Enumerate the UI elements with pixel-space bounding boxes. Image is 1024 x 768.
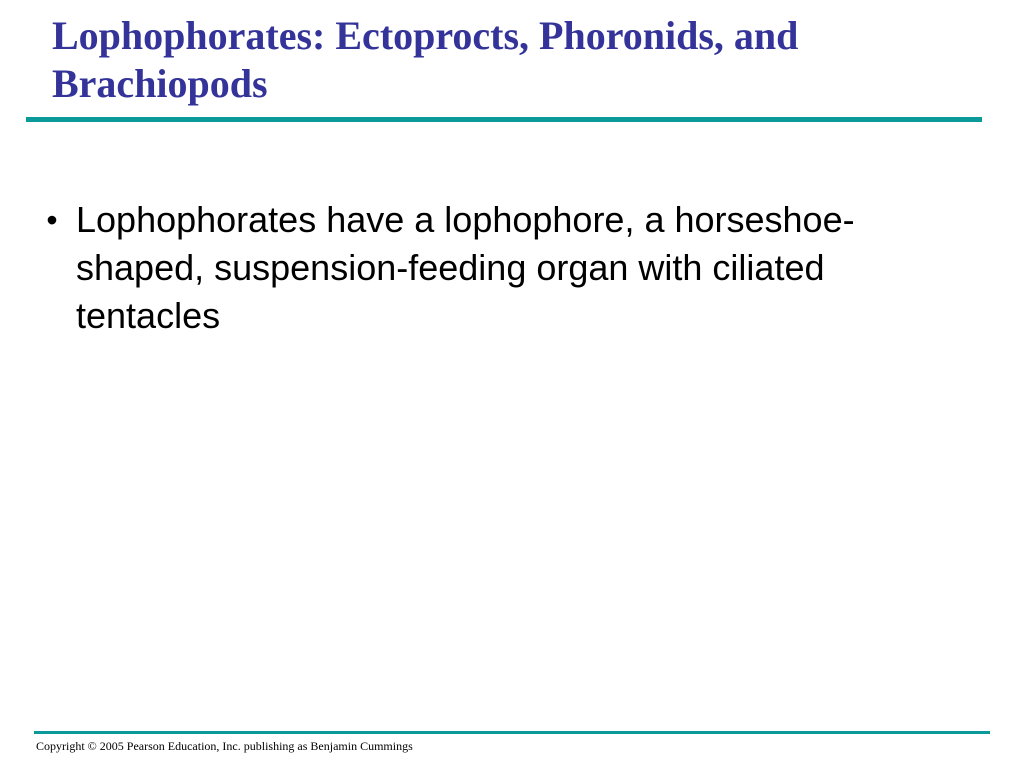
footer-divider (34, 731, 990, 734)
title-divider (26, 117, 982, 122)
bullet-text: Lophophorates have a lophophore, a horseshoe-shaped, suspension-feeding organ with ciliated tentacles (76, 199, 855, 336)
bullet-marker-icon: • (46, 202, 58, 238)
slide-title: Lophophorates: Ectoprocts, Phoronids, and Brachiopods (52, 13, 799, 106)
copyright-footer: Copyright © 2005 Pearson Education, Inc. publishing as Benjamin Cummings (36, 739, 413, 753)
bullet-item (28, 196, 958, 340)
bullet-list (28, 196, 958, 340)
